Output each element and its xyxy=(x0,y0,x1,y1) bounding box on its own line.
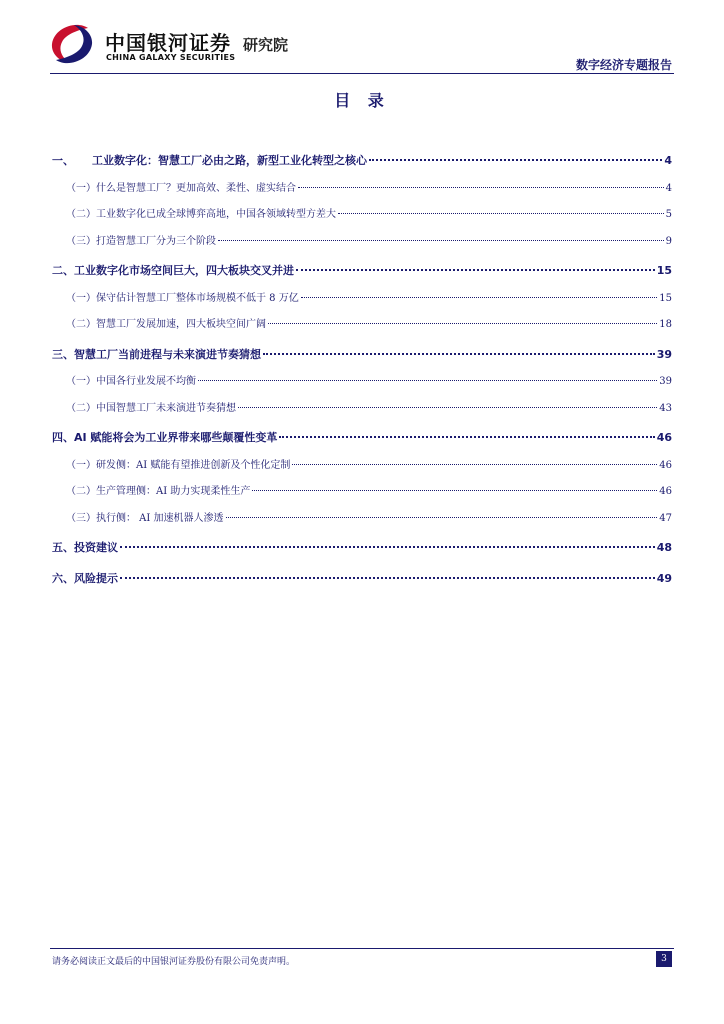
toc-entry-page: 9 xyxy=(665,235,672,247)
toc-entry-number: 三、 xyxy=(52,347,74,361)
toc-entry-number: （二） xyxy=(66,402,96,414)
toc-dot-leader xyxy=(238,407,657,408)
toc-dot-leader xyxy=(198,380,657,381)
toc-title: 目 录 xyxy=(334,91,390,110)
toc-entry-page: 5 xyxy=(665,209,672,220)
toc-subsection-entry[interactable] xyxy=(52,372,672,399)
header-divider xyxy=(50,73,674,74)
toc-entry-number: （三） xyxy=(66,512,96,524)
toc-entry-page: 48 xyxy=(656,541,672,554)
toc-entry-number: （二） xyxy=(66,319,96,330)
toc-entry-page: 46 xyxy=(656,431,672,444)
table-of-contents xyxy=(52,152,672,596)
toc-entry-page: 18 xyxy=(659,319,672,330)
toc-subsection-entry[interactable] xyxy=(52,289,672,316)
toc-entry-title: 什么是智慧工厂？更加高效、柔性、虚实结合 xyxy=(96,182,296,194)
toc-dot-leader xyxy=(268,323,657,324)
toc-entry-title: 执行侧： AI 加速机器人渗透 xyxy=(96,512,224,524)
toc-entry-page: 39 xyxy=(656,347,672,361)
toc-dot-leader xyxy=(369,159,662,161)
footer-disclaimer: 请务必阅读正文最后的中国银河证券股份有限公司免责声明。 xyxy=(52,957,296,967)
toc-dot-leader xyxy=(296,269,655,271)
toc-dot-leader xyxy=(120,577,655,579)
institute-label: 研究院 xyxy=(243,36,289,54)
toc-section-entry[interactable] xyxy=(52,262,672,289)
toc-dot-leader xyxy=(226,517,658,518)
toc-subsection-entry[interactable] xyxy=(52,205,672,232)
toc-subsection-entry[interactable] xyxy=(52,482,672,509)
toc-dot-leader xyxy=(120,546,655,548)
toc-entry-title: 工业数字化市场空间巨大，四大板块交叉并进 xyxy=(74,264,294,277)
toc-entry-title: 智慧工厂发展加速，四大板块空间广阔 xyxy=(96,319,266,330)
toc-entry-number: 四、 xyxy=(52,431,74,444)
toc-entry-number: 六、 xyxy=(52,571,74,585)
toc-entry-page: 46 xyxy=(659,486,672,497)
toc-entry-title: 风险提示 xyxy=(74,571,118,585)
toc-entry-page: 47 xyxy=(659,512,672,524)
toc-entry-page: 49 xyxy=(656,571,672,585)
toc-subsection-entry[interactable] xyxy=(52,399,672,426)
toc-entry-number: （一） xyxy=(66,459,96,471)
toc-subsection-entry[interactable] xyxy=(52,315,672,342)
toc-entry-number: （三） xyxy=(66,235,96,247)
toc-dot-leader xyxy=(218,240,664,241)
toc-entry-number: 二、 xyxy=(52,264,74,277)
logo-chinese-name: 中国银河证券 xyxy=(105,31,231,55)
logo-english-name: CHINA GALAXY SECURITIES xyxy=(106,53,236,62)
toc-entry-title: 中国各行业发展不均衡 xyxy=(96,376,196,387)
toc-subsection-entry[interactable] xyxy=(52,509,672,536)
toc-entry-page: 4 xyxy=(664,154,672,167)
toc-entry-number: （二） xyxy=(66,209,96,220)
toc-dot-leader xyxy=(301,297,658,298)
toc-entry-title: 保守估计智慧工厂整体市场规模不低于 8 万亿 xyxy=(96,292,299,304)
galaxy-swirl-logo-icon xyxy=(48,22,96,66)
toc-entry-title: 投资建议 xyxy=(74,541,118,554)
toc-entry-title: 工业数字化：智慧工厂必由之路，新型工业化转型之核心 xyxy=(92,154,367,167)
toc-subsection-entry[interactable] xyxy=(52,179,672,206)
toc-entry-page: 43 xyxy=(659,402,672,414)
toc-entry-page: 4 xyxy=(665,182,672,194)
toc-entry-number: （一） xyxy=(66,376,96,387)
toc-section-entry[interactable] xyxy=(52,346,672,373)
toc-section-entry[interactable] xyxy=(52,152,672,179)
toc-entry-number: （一） xyxy=(66,182,96,194)
toc-entry-number: （二） xyxy=(66,486,96,497)
toc-entry-page: 39 xyxy=(659,376,672,387)
footer-divider xyxy=(50,948,674,949)
toc-entry-page: 46 xyxy=(659,459,672,471)
toc-entry-page: 15 xyxy=(656,264,672,277)
toc-section-entry[interactable] xyxy=(52,429,672,456)
toc-dot-leader xyxy=(263,353,655,355)
toc-entry-page: 15 xyxy=(659,292,672,304)
toc-subsection-entry[interactable] xyxy=(52,232,672,259)
page-number-badge: 3 xyxy=(656,951,672,967)
toc-entry-number: 五、 xyxy=(52,541,74,554)
report-type-label: 数字经济专题报告 xyxy=(575,58,672,72)
toc-section-entry[interactable] xyxy=(52,539,672,566)
toc-entry-title: 智慧工厂当前进程与未来演进节奏猜想 xyxy=(74,347,261,361)
company-logo xyxy=(48,22,308,66)
toc-entry-number: 一、 xyxy=(52,154,74,167)
toc-entry-title: 中国智慧工厂未来演进节奏猜想 xyxy=(96,402,236,414)
toc-dot-leader xyxy=(292,464,657,465)
toc-entry-title: 研发侧：AI 赋能有望推进创新及个性化定制 xyxy=(96,459,291,471)
toc-dot-leader xyxy=(298,187,664,188)
toc-entry-title: AI 赋能将会为工业界带来哪些颠覆性变革 xyxy=(74,431,278,444)
toc-entry-title: 生产管理侧：AI 助力实现柔性生产 xyxy=(96,486,251,497)
toc-section-entry[interactable] xyxy=(52,570,672,597)
toc-entry-title: 工业数字化已成全球博弈高地，中国各领域转型方差大 xyxy=(96,209,336,220)
toc-dot-leader xyxy=(279,436,654,438)
toc-entry-title: 打造智慧工厂分为三个阶段 xyxy=(96,235,216,247)
toc-entry-number: （一） xyxy=(66,292,96,304)
toc-dot-leader xyxy=(252,490,657,491)
toc-subsection-entry[interactable] xyxy=(52,456,672,483)
toc-dot-leader xyxy=(338,213,664,214)
